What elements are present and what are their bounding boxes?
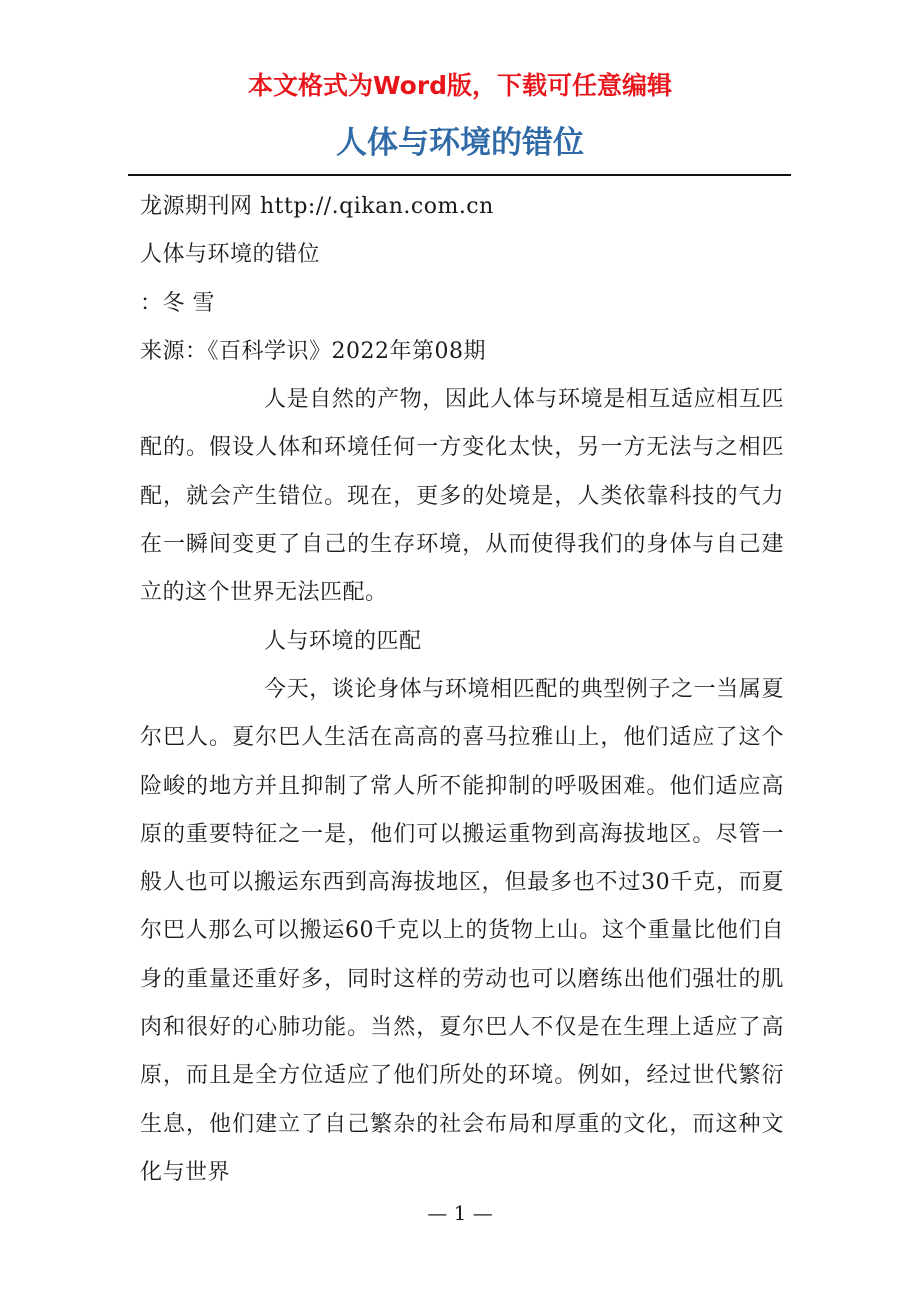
- body-paragraph: 今天，谈论身体与环境相匹配的典型例子之一当属夏尔巴人。夏尔巴人生活在高高的喜马拉雅山上，他们适应了这个险峻的地方并且抑制了常人所不能抑制的呼吸困难。他们适应高原的重要特征之一是，他们可以搬运重物到高海拔地区。尽管一般人也可以搬运东西到高海拔地区，但最多也不过30千克，而夏尔巴人那么可以搬运60千克以上的货物上山。这个重量比他们自身的重量还重好多，同时这样的劳动也可以磨练出他们强壮的肌肉和很好的心肺功能。当然，夏尔巴人不仅是在生理上适应了高原，而且是全方位适应了他们所处的环境。例如，经过世代繁衍生息，他们建立了自己繁杂的社会布局和厚重的文化，而这种文化与世界: [140, 676, 784, 1185]
- source-site: 龙源期刊网 http://.qikan.com.cn: [140, 194, 494, 219]
- author-line: ：冬 雪: [140, 290, 215, 316]
- origin-line: 来源：《百科学识》2022年第08期: [140, 338, 486, 364]
- download-banner: 本文格式为Word版，下载可任意编辑: [247, 71, 673, 100]
- intro-paragraph: 人是自然的产物，因此人体与环境是相互适应相互匹配的。假设人体和环境任何一方变化太快，另一方无法与之相匹配，就会产生错位。现在，更多的处境是，人类依靠科技的气力在一瞬间变更了自己的生存环境，从而使得我们的身体与自己建立的这个世界无法匹配。: [140, 387, 784, 606]
- page-number: — 1 —: [427, 1201, 493, 1225]
- article-body: [140, 183, 784, 1197]
- document-title: 人体与环境的错位: [336, 125, 584, 161]
- section-heading: 人与环境的匹配: [264, 628, 422, 654]
- article-title: 人体与环境的错位: [140, 242, 321, 268]
- header-divider: [128, 174, 791, 176]
